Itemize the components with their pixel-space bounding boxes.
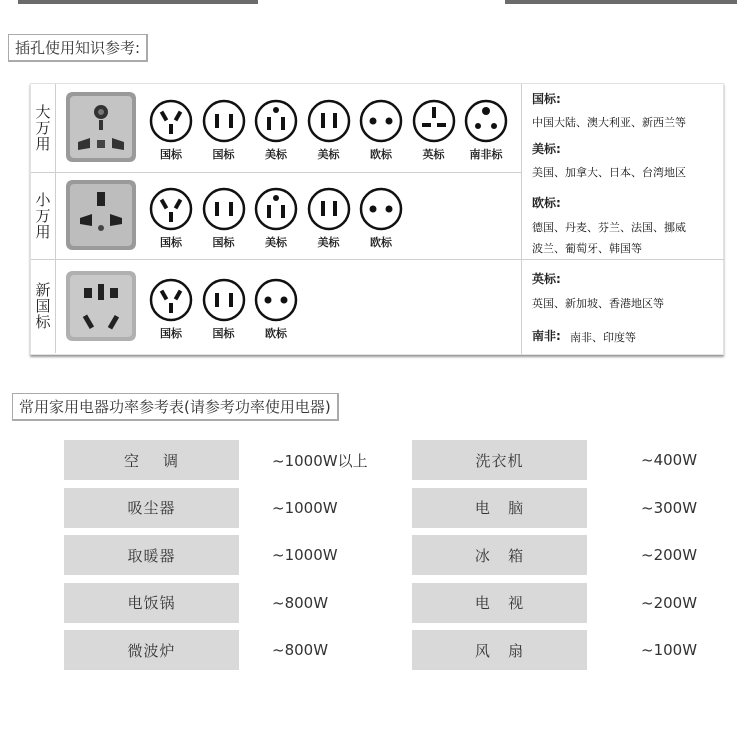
socket-icon-item (358, 186, 404, 250)
appliance-name-cell: 风 扇 (412, 630, 587, 670)
legend-text-za: 南非、印度等 (570, 331, 636, 344)
standards-legend (521, 84, 724, 354)
socket-icon (148, 98, 194, 144)
socket-standard-label: 国标 (160, 236, 182, 249)
legend-text-uk: 英国、新加坡、香港地区等 (532, 297, 664, 310)
appliance-power-value: ~1000W (272, 546, 338, 564)
top-image-strip-right (505, 0, 737, 4)
socket-icon (306, 98, 352, 144)
power-table-heading: 常用家用电器功率参考表(请参考功率使用电器) (12, 393, 339, 421)
row-label: 大万用 (33, 104, 52, 152)
socket-standard-label: 国标 (212, 236, 235, 249)
appliance-name-cell: 电 脑 (412, 488, 587, 528)
socket-icon (411, 98, 457, 144)
socket-icon-item (306, 98, 352, 162)
appliance-name-cell: 空 调 (64, 440, 239, 480)
legend-divider (522, 259, 724, 260)
socket-icon (463, 98, 509, 144)
appliance-power-value: ~200W (641, 546, 698, 564)
universal-large-socket-photo (66, 92, 136, 162)
socket-standard-label: 美标 (317, 148, 340, 161)
socket-row-new-national (31, 259, 521, 353)
legend-text-eu-1: 德国、丹麦、芬兰、法国、挪威 (532, 221, 686, 234)
row-label: 新国标 (33, 282, 52, 330)
legend-text-us: 美国、加拿大、日本、台湾地区 (532, 166, 686, 179)
row-label-cell (31, 84, 56, 172)
socket-standard-label: 欧标 (265, 327, 287, 340)
socket-icon-item (148, 98, 194, 162)
socket-icon-item (148, 277, 194, 341)
socket-icon-item (148, 186, 194, 250)
appliance-power-value: ~800W (272, 593, 329, 612)
socket-icon (358, 186, 404, 232)
socket-guide-heading: 插孔使用知识参考: (8, 34, 148, 62)
appliance-power-value: ~800W (272, 641, 329, 659)
socket-icon (201, 186, 247, 232)
appliance-name-cell: 洗衣机 (412, 440, 587, 480)
socket-standard-label: 美标 (317, 236, 340, 249)
socket-icon-item (253, 186, 299, 250)
socket-icon (306, 186, 352, 232)
legend-heading-za: 南非: (532, 329, 561, 343)
socket-icon (201, 98, 247, 144)
top-image-strip-left (18, 0, 258, 4)
socket-standard-label: 美标 (265, 236, 287, 249)
socket-standard-label: 英标 (422, 148, 445, 161)
socket-standard-label: 欧标 (370, 148, 392, 161)
appliance-name-cell: 微波炉 (64, 630, 239, 670)
appliance-power-value: ~200W (641, 593, 698, 612)
socket-standard-label: 欧标 (370, 236, 392, 249)
appliance-name-cell: 电饭锅 (64, 583, 239, 623)
socket-row-universal-small (31, 172, 521, 260)
appliance-power-value: ~1000W以上 (272, 451, 368, 470)
socket-icon (253, 186, 299, 232)
socket-icon-item (253, 277, 299, 341)
socket-standard-label: 国标 (212, 327, 235, 340)
universal-small-socket-photo (66, 180, 136, 250)
appliance-power-value: ~100W (641, 641, 698, 659)
socket-icon (253, 98, 299, 144)
legend-heading-uk: 英标: (532, 272, 561, 286)
socket-standard-label: 国标 (160, 148, 182, 161)
appliance-power-value: ~1000W (272, 498, 338, 517)
legend-heading-gb: 国标: (532, 92, 561, 106)
socket-icon-item (463, 98, 509, 162)
socket-standard-label: 南非标 (469, 148, 503, 161)
socket-icon-item (253, 98, 299, 162)
row-label: 小万用 (33, 191, 52, 240)
socket-icon (148, 277, 194, 323)
appliance-name-cell: 吸尘器 (64, 488, 239, 528)
socket-icon-item (358, 98, 404, 162)
socket-standard-label: 国标 (160, 327, 182, 340)
row-label-cell (31, 259, 56, 353)
socket-icon (148, 186, 194, 232)
socket-icon (253, 277, 299, 323)
socket-icon-item (201, 277, 247, 341)
row-label-cell (31, 172, 56, 259)
appliance-name-cell: 冰 箱 (412, 535, 587, 575)
appliance-name-cell: 取暖器 (64, 535, 239, 575)
socket-icon (201, 277, 247, 323)
socket-standard-label: 美标 (265, 148, 287, 161)
new-national-socket-photo (66, 271, 136, 341)
legend-heading-us: 美标: (532, 142, 561, 156)
socket-icon (358, 98, 404, 144)
legend-heading-eu: 欧标: (532, 196, 561, 210)
legend-text-eu-2: 波兰、葡萄牙、韩国等 (532, 242, 642, 255)
socket-standard-label: 国标 (212, 148, 235, 161)
appliance-power-value: ~300W (641, 498, 698, 517)
socket-guide-panel (30, 83, 724, 355)
appliance-power-value: ~400W (641, 451, 698, 469)
socket-icon-item (411, 98, 457, 162)
socket-row-universal-large (31, 84, 521, 173)
appliance-name-cell: 电 视 (412, 583, 587, 623)
socket-icon-item (201, 98, 247, 162)
legend-text-gb: 中国大陆、澳大利亚、新西兰等 (532, 116, 686, 129)
socket-icon-item (201, 186, 247, 250)
socket-icon-item (306, 186, 352, 250)
